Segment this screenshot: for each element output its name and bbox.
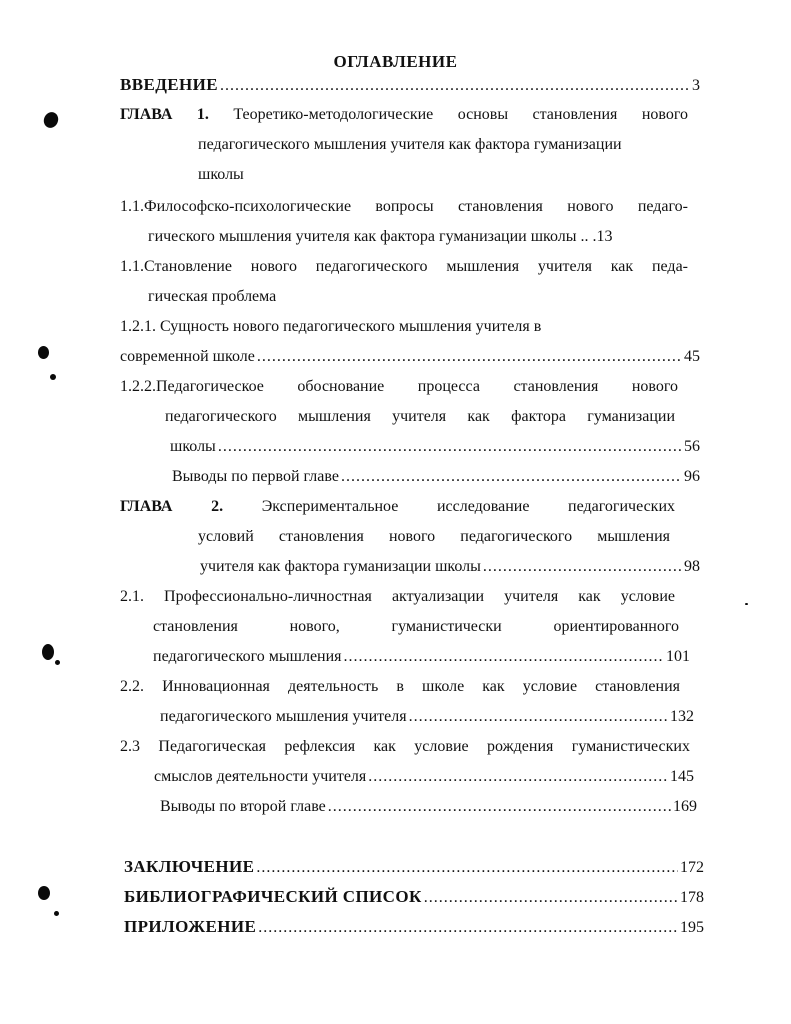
toc-entry-conclusion1[interactable] [172,466,700,488]
dot-leader [328,796,671,818]
chapter2-title-line1: Экспериментальное исследование педагогических [261,498,676,515]
chapter2-prefix: ГЛАВА 2. [120,498,224,515]
ink-blot [42,644,54,660]
final-page: 172 [680,859,704,876]
s11b-line2: гическая проблема [148,288,277,305]
s21-page: 101 [666,648,690,665]
s122-line2: педагогического мышления учителя как фактора гуманизации [165,408,675,425]
toc-entry-1-1a[interactable]: 1.1.Философско-психологические вопросы становления нового педаго- [120,198,688,215]
ink-blot [55,660,60,665]
ink-blot [38,346,49,359]
final-label: ЗАКЛЮЧЕНИЕ [124,857,255,876]
s22-page: 132 [670,708,694,725]
toc-entry-1-1a-line2 [148,226,700,248]
dot-leader [220,75,690,97]
dot-leader [256,857,678,879]
dot-leader [483,556,682,578]
chapter1-title-line3: школы [198,166,244,183]
toc-entry-1-2-2[interactable]: 1.2.2.Педагогическое обоснование процесса становления нового [120,378,678,395]
conclusion2-label: Выводы по второй главе [160,798,326,815]
s23-page: 145 [670,768,694,785]
s121-page: 45 [684,348,700,365]
toc-entry-2-3[interactable]: 2.3 Педагогическая рефлексия как условие рождения гуманистических [120,738,690,755]
toc-entry-appendix[interactable] [124,916,704,938]
chapter1-prefix: ГЛАВА 1. [120,106,209,123]
toc-entry-intro[interactable] [120,74,700,96]
toc-entry-2-2-line2 [160,706,694,728]
toc-entry-2-1-line3 [153,646,690,668]
toc-entry-1-2-1[interactable]: 1.2.1. Сущность нового педагогического мышления учителя в [120,318,542,335]
toc-entry-chapter2[interactable] [120,496,675,518]
dot-leader [409,706,668,728]
appendix-page: 195 [680,919,704,936]
dot-leader [341,466,682,488]
toc-entry-chapter2-line3 [200,556,700,578]
toc-entry-2-3-line2 [154,766,694,788]
s122-line3: школы [170,438,216,455]
toc-entry-conclusion2[interactable] [160,796,697,818]
toc-entry-bibliography[interactable] [124,886,704,908]
appendix-label: ПРИЛОЖЕНИЕ [124,917,257,936]
intro-label: ВВЕДЕНИЕ [120,75,219,94]
chapter2-title-line2: условий становления нового педагогического мышления [198,528,670,545]
intro-page: 3 [692,77,700,94]
conclusion2-page: 169 [673,798,697,815]
chapter1-title-line1: Теоретико-методологические основы становления нового [233,106,689,123]
s11a-line2: гического мышления учителя как фактора гуманизации школы .. . [148,228,597,245]
chapter1-title-line2: педагогического мышления учителя как фактора гуманизации [198,136,622,153]
toc-entry-2-2[interactable]: 2.2. Инновационная деятельность в школе как условие становления [120,678,680,695]
s11a-page: 13 [596,228,613,245]
toc-entry-1-1b[interactable]: 1.1.Становление нового педагогического мышления учителя как педа- [120,258,688,275]
conclusion1-page: 96 [684,468,700,485]
s23-line2: смыслов деятельности учителя [154,768,367,785]
toc-entry-1-2-1-line2 [120,346,700,368]
chapter2-page: 98 [684,558,700,575]
biblio-label: БИБЛИОГРАФИЧЕСКИЙ СПИСОК [124,887,422,906]
dot-leader [424,887,678,909]
ink-blot [38,886,50,900]
dot-leader [368,766,668,788]
s21-line3: педагогического мышления [153,648,342,665]
s121-line2: современной школе [120,348,255,365]
ink-blot [50,374,56,380]
dot-leader [257,346,682,368]
toc-entry-1-2-2-line3 [170,436,700,458]
dot-leader [344,646,664,668]
conclusion1-label: Выводы по первой главе [172,468,339,485]
s21-line2: становления нового, гуманистически ориентированного [153,618,679,635]
dot-leader [258,917,678,939]
page-title: ОГЛАВЛЕНИЕ [333,52,458,71]
ink-blot [54,911,59,916]
ink-speck [745,603,748,605]
s122-page: 56 [684,438,700,455]
chapter2-title-line3: учителя как фактора гуманизации школы [200,558,481,575]
toc-entry-final[interactable] [124,856,704,878]
toc-entry-2-1[interactable]: 2.1. Профессионально-личностная актуализации учителя как условие [120,588,675,605]
biblio-page: 178 [680,889,704,906]
s22-line2: педагогического мышления учителя [160,708,407,725]
dot-leader [218,436,682,458]
ink-blot [41,110,60,130]
toc-entry-chapter1[interactable] [120,104,688,126]
